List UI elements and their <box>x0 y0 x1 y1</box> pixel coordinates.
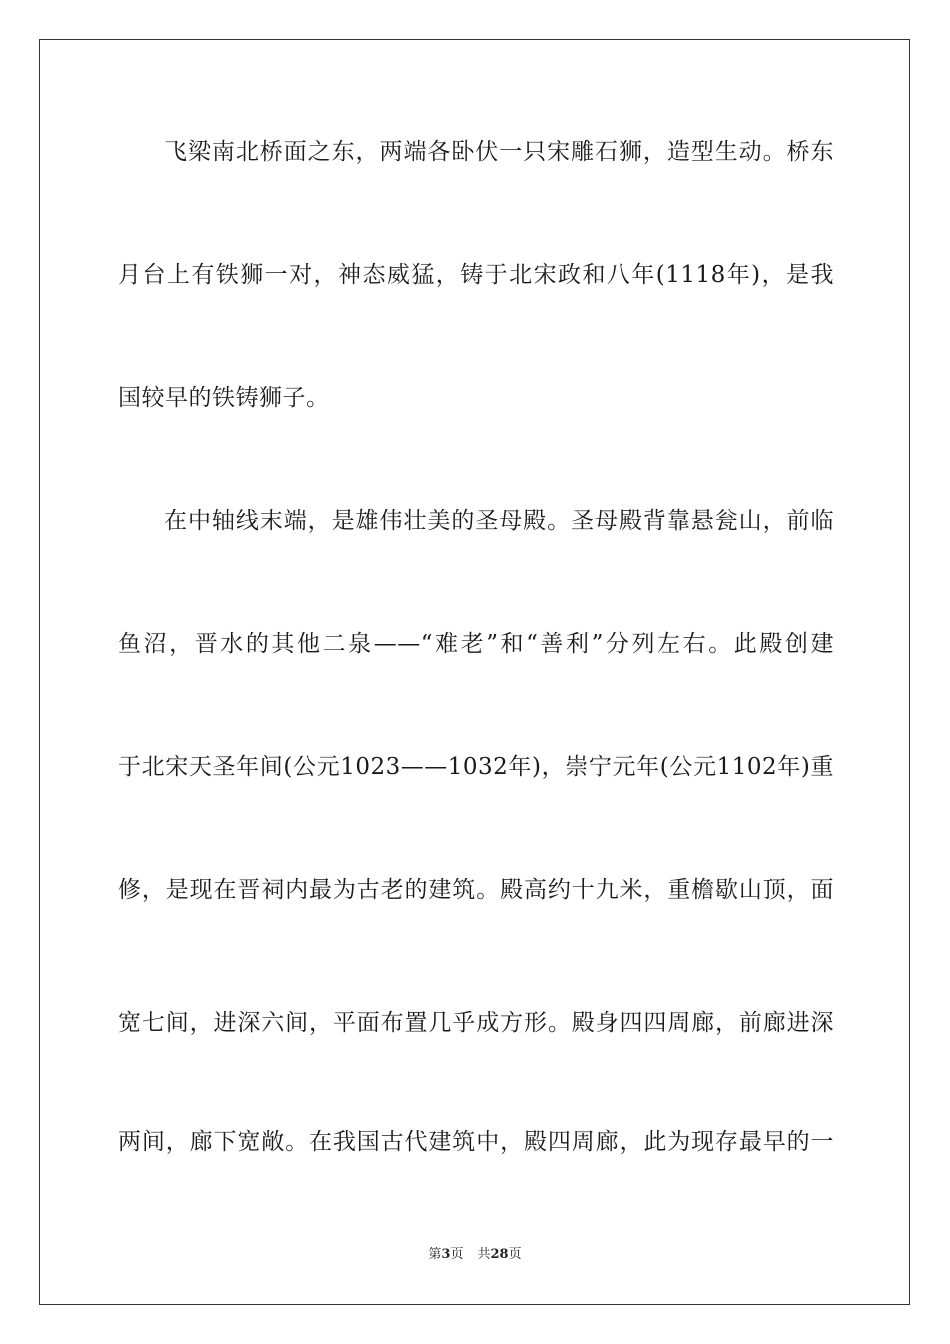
page-prefix: 第 <box>428 1247 442 1262</box>
page-border <box>39 39 910 1305</box>
paragraph-2-line-1: 在中轴线末端，是雄伟壮美的圣母殿。圣母殿背靠悬瓮山，前临 <box>164 508 834 534</box>
total-pages: 28 <box>490 1247 509 1262</box>
paragraph-2-line-3: 于北宋天圣年间(公元1023——1032年)，崇宁元年(公元1102年)重 <box>118 754 834 780</box>
page-footer <box>0 1246 950 1264</box>
paragraph-2-line-6: 两间，廊下宽敞。在我国古代建筑中，殿四周廊，此为现存最早的一 <box>118 1129 834 1155</box>
paragraph-2-line-4: 修，是现在晋祠内最为古老的建筑。殿高约十九米，重檐歇山顶，面 <box>118 877 834 903</box>
paragraph-1-line-3: 国较早的铁铸狮子。 <box>118 385 330 411</box>
paragraph-1-line-2: 月台上有铁狮一对，神态威猛，铸于北宋政和八年(1118年)，是我 <box>118 262 834 288</box>
paragraph-2-line-2: 鱼沼，晋水的其他二泉——“难老”和“善利”分列左右。此殿创建 <box>118 631 834 657</box>
total-prefix: 共 <box>477 1247 491 1262</box>
paragraph-2-line-5: 宽七间，进深六间，平面布置几乎成方形。殿身四四周廊，前廊进深 <box>118 1010 834 1036</box>
page-suffix: 页 <box>450 1247 464 1262</box>
page-number: 3 <box>441 1247 451 1262</box>
total-suffix: 页 <box>508 1247 522 1262</box>
paragraph-1-line-1: 飞梁南北桥面之东，两端各卧伏一只宋雕石狮，造型生动。桥东 <box>164 139 834 165</box>
